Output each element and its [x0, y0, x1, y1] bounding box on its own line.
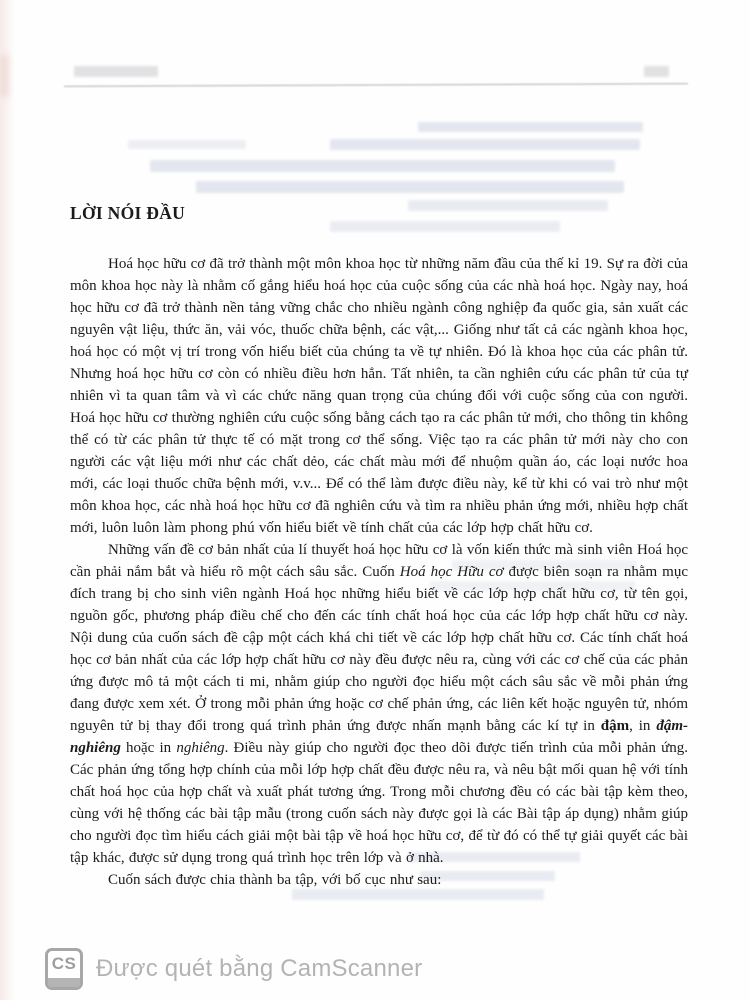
scan-edge-shadow [0, 0, 15, 1000]
camscanner-logo-letters: CS [51, 954, 77, 973]
text-block [70, 203, 688, 891]
page-title: LỜI NÓI ĐẦU [70, 203, 186, 223]
text-segment: Hoá học hữu cơ đã trở thành một môn khoa học từ những năm đầu của thế kỉ 19. Sự ra đời của môn khoa học này là nhằm cố gắng hiểu hoá học của cuộc sống của các nhà hoá học. Ngày nay, hoá học hữu cơ đã trở thành nền tảng vững chắc cho nhiều ngành công nghiệp đa quốc gia, sản xuất các nguyên vật liệu, thức ăn, vải vóc, thuốc chữa bệnh, các vật,... Giống như tất cả các ngành khoa học, hoá học có một vị trí trong vốn hiểu biết của chúng ta về tự nhiên. Đó là khoa học của các phân tử. Nhưng hoá học hữu cơ còn có nhiều điều hơn hẳn. Tất nhiên, ta cần nghiên cứu các phân tử của tự nhiên vì ta quan tâm và vì các chức năng quan trọng của chúng đối với cuộc sống của con người. Hoá học hữu cơ thường nghiên cứu cuộc sống bằng cách tạo ra các phân tử mới, cho thông tin không thể có từ các phân tử thực tế có mặt trong cơ thể sống. Việc tạo ra các phân tử mới này cho con người các vật liệu mới như các chất dẻo, các chất màu mới để nhuộm quần áo, các loại nước hoa mới, các loại thuốc chữa bệnh mới, v.v... Để có thể làm được điều này, kể từ khi có vai trò như một môn khoa học, các nhà hoá học hữu cơ đã nghiên cứu và tìm ra nhiều phản ứng mới, nhiều hợp chất mới, luôn luôn làm phong phú vốn hiểu biết về tính chất của các lớp hợp chất hữu cơ. [70, 256, 688, 536]
paragraph [70, 539, 688, 869]
camscanner-logo-bar [48, 978, 80, 987]
paragraph [70, 253, 688, 539]
text-segment: đậm-nghiêng [70, 718, 688, 756]
text-segment: . Điều này giúp cho người đọc theo dõi được tiến trình của mỗi phản ứng. Các phản ứng tổng hợp chính của mỗi lớp hợp chất đều được nêu ra, và nêu bật mối quan hệ với tính chất hoá học của hợp chất và xuất phát tương ứng. Trong mỗi chương đều có các bài tập kèm theo, cùng với hệ thống các bài tập mẫu (trong cuốn sách này được gọi là các Bài tập áp dụng) nhằm giúp cho người đọc tìm hiểu cách giải một bài tập về hoá học hữu cơ, để từ đó có thể tự giải quyết các bài tập khác, được sử dụng trong quá trình học trên lớp và ở nhà. [70, 740, 688, 866]
body-paragraphs [70, 253, 688, 891]
camscanner-logo-icon [45, 948, 83, 990]
bleed-through-line [418, 122, 643, 132]
bleed-through-line [196, 181, 624, 193]
text-segment: được biên soạn ra nhằm mục đích trang bị cho sinh viên ngành Hoá học những hiểu biết về các lớp hợp chất hữu cơ, từ tên gọi, nguồn gốc, phương pháp điều chế cho đến các tính chất hoá học của các lớp hợp chất hữu cơ này. Nội dung của cuốn sách đề cập một cách khá chi tiết về các lớp hợp chất hữu cơ. Các tính chất hoá học cơ bản nhất của các lớp hợp chất hữu cơ này đều được nêu ra, cùng với các cơ chế của các phản ứng được mô tả một cách ti mi, nhằm giúp cho người đọc hiểu một cách sâu sắc về mỗi phản ứng đang được xem xét. Ở trong mỗi phản ứng hoặc cơ chế phản ứng, các liên kết hoặc nguyên tử, nhóm nguyên tử bị thay đổi trong quá trình phản ứng được nhấn mạnh bằng các kí tự in [70, 564, 689, 734]
text-segment: Hoá học Hữu cơ [399, 564, 504, 580]
text-segment: hoặc in [120, 740, 177, 756]
bleed-through-page-number [644, 66, 669, 77]
bleed-through-line [128, 140, 246, 149]
bleed-through-header-rule [64, 83, 688, 88]
bleed-through-line [330, 139, 640, 150]
text-segment: đậm [600, 718, 630, 734]
paragraph [70, 869, 688, 891]
bleed-through-line [150, 160, 615, 172]
text-segment: nghiêng [176, 740, 225, 756]
text-segment: Những vấn đề cơ bản nhất của lí thuyết hoá học hữu cơ là vốn kiến thức mà sinh viên Hoá học cần phải nắm bắt và hiểu rõ một cách sâu sắc. Cuốn [70, 542, 688, 580]
scan-edge-mark [0, 55, 8, 97]
bleed-through-header-text [74, 66, 158, 77]
camscanner-watermark [45, 948, 422, 990]
text-segment: , in [629, 718, 657, 734]
text-segment: Cuốn sách được chia thành ba tập, với bố cục như sau: [108, 872, 442, 888]
watermark-label: Được quét bằng CamScanner [96, 955, 423, 982]
